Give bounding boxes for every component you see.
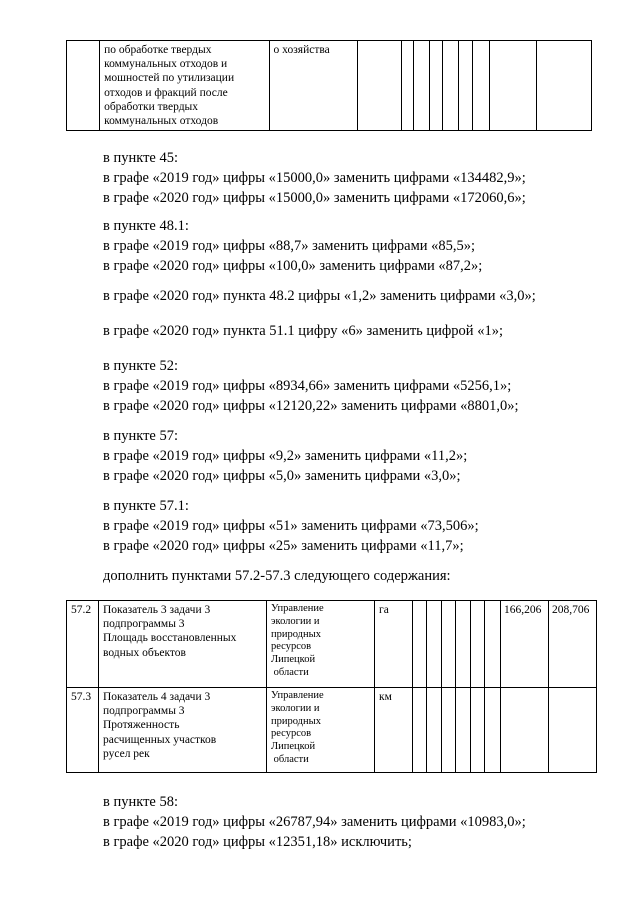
text-line: в графе «2019 год» цифры «15000,0» заменить цифрами «134482,9»; [103,170,526,186]
text-line: Управление [271,690,324,701]
text-line: экологии и [271,702,320,714]
item-52-block [103,356,623,416]
value-cell [427,601,442,688]
value-2019-cell [501,688,549,773]
item-57-block [103,426,623,486]
value-cell [414,41,430,131]
table-row [67,41,592,131]
value-cell [413,601,427,688]
text-line: в графе «2020 год» пункта 51.1 цифру «6» заменить цифрой «1»; [103,323,503,339]
row-number-cell [67,41,100,131]
text-line: коммунальных отходов и [104,58,228,71]
value-cell [429,41,442,131]
text-line: области [271,666,309,678]
item-heading: в пункте 58: [103,794,179,810]
indicator-cell [99,688,267,773]
value-cell [537,41,592,131]
item-heading: в пункте 48.1: [103,218,189,234]
text-line: в графе «2019 год» цифры «8934,66» заменить цифрами «5256,1»; [103,378,512,394]
value-cell [413,688,427,773]
text-line: Липецкой [271,654,316,666]
indicator-cell [99,601,267,688]
table-row [67,601,597,688]
item-57-1-block [103,496,623,556]
indicator-cell [100,41,269,131]
text-line: ресурсов [271,641,312,653]
top-table-fragment [66,40,592,131]
unit-cell: км [375,688,413,773]
text-line: Липецкой [271,741,316,753]
responsible-cell: о хозяйства [269,41,358,131]
text-line: в графе «2020 год» цифры «100,0» заменить цифрами «87,2»; [103,258,483,274]
text-line: в графе «2019 год» цифры «51» заменить цифрами «73,506»; [103,518,479,534]
value-cell [427,688,442,773]
responsible-cell [267,688,375,773]
text-line: в графе «2020 год» цифры «5,0» заменить цифрами «3,0»; [103,468,461,484]
text-line: Показатель 3 задачи 3 [103,604,211,616]
text-line: в графе «2019 год» цифры «26787,94» заменить цифрами «10983,0»; [103,814,526,830]
text-line: Протяженность [103,719,180,732]
text-line: природных [271,715,321,727]
text-line: обработки твердых [104,100,199,113]
value-cell [471,688,485,773]
text-line: по обработке твердых [104,44,212,56]
text-line: мошностей по утилизации [104,72,235,85]
item-heading: в пункте 52: [103,358,179,374]
text-line: в графе «2019 год» цифры «88,7» заменить цифрами «85,5»; [103,238,476,254]
value-cell [485,688,501,773]
text-line: русел рек [103,747,150,760]
table-row [67,688,597,773]
text-line: подпрограммы 3 [103,618,185,631]
text-line: дополнить пунктами 57.2-57.3 следующего содержания: [103,568,451,584]
row-number-cell: 57.3 [67,688,99,773]
item-51-1-line [103,321,623,341]
text-line: расчищенных участков [103,733,217,746]
unit-cell: га [375,601,413,688]
text-line: подпрограммы 3 [103,705,185,718]
value-cell [401,41,413,131]
text-line: Показатель 4 задачи 3 [103,691,211,703]
text-line: области [271,753,309,765]
text-line: в графе «2020 год» цифры «12351,18» исключить; [103,834,412,850]
value-cell [456,601,471,688]
item-heading: в пункте 57: [103,428,179,444]
row-number-cell: 57.2 [67,601,99,688]
value-cell [456,688,471,773]
text-line: в графе «2020 год» цифры «12120,22» заменить цифрами «8801,0»; [103,398,519,414]
value-cell [458,41,472,131]
item-58-block [103,792,623,852]
text-line: в графе «2020 год» цифры «15000,0» заменить цифрами «172060,6»; [103,190,526,206]
item-48-1-block [103,216,623,276]
unit-cell [358,41,401,131]
text-line: в графе «2019 год» цифры «9,2» заменить цифрами «11,2»; [103,448,468,464]
text-line: экологии и [271,615,320,627]
item-45-block [103,148,623,208]
new-rows-table [66,600,597,773]
text-line: ресурсов [271,728,312,740]
value-cell [442,601,456,688]
value-cell [473,41,490,131]
value-cell [442,688,456,773]
value-cell [443,41,459,131]
supplement-line [103,566,623,586]
text-line: коммунальных отходов [104,115,219,128]
text-line: Площадь восстановленных [103,632,237,645]
item-heading: в пункте 45: [103,150,179,166]
text-line: отходов и фракций после [104,86,228,99]
text-line: водных объектов [103,646,186,659]
text-line: Управление [271,603,324,614]
text-line: в графе «2020 год» цифры «25» заменить цифрами «11,7»; [103,538,464,554]
text-line: в графе «2020 год» пункта 48.2 цифры «1,2» заменить цифрами «3,0»; [103,288,536,304]
value-2019-cell: 166,206 [501,601,549,688]
value-2020-cell [549,688,597,773]
value-2020-cell: 208,706 [549,601,597,688]
responsible-cell [267,601,375,688]
item-heading: в пункте 57.1: [103,498,189,514]
value-cell [485,601,501,688]
item-48-2-line [103,286,623,306]
text-line: природных [271,628,321,640]
value-cell [471,601,485,688]
value-cell [489,41,537,131]
